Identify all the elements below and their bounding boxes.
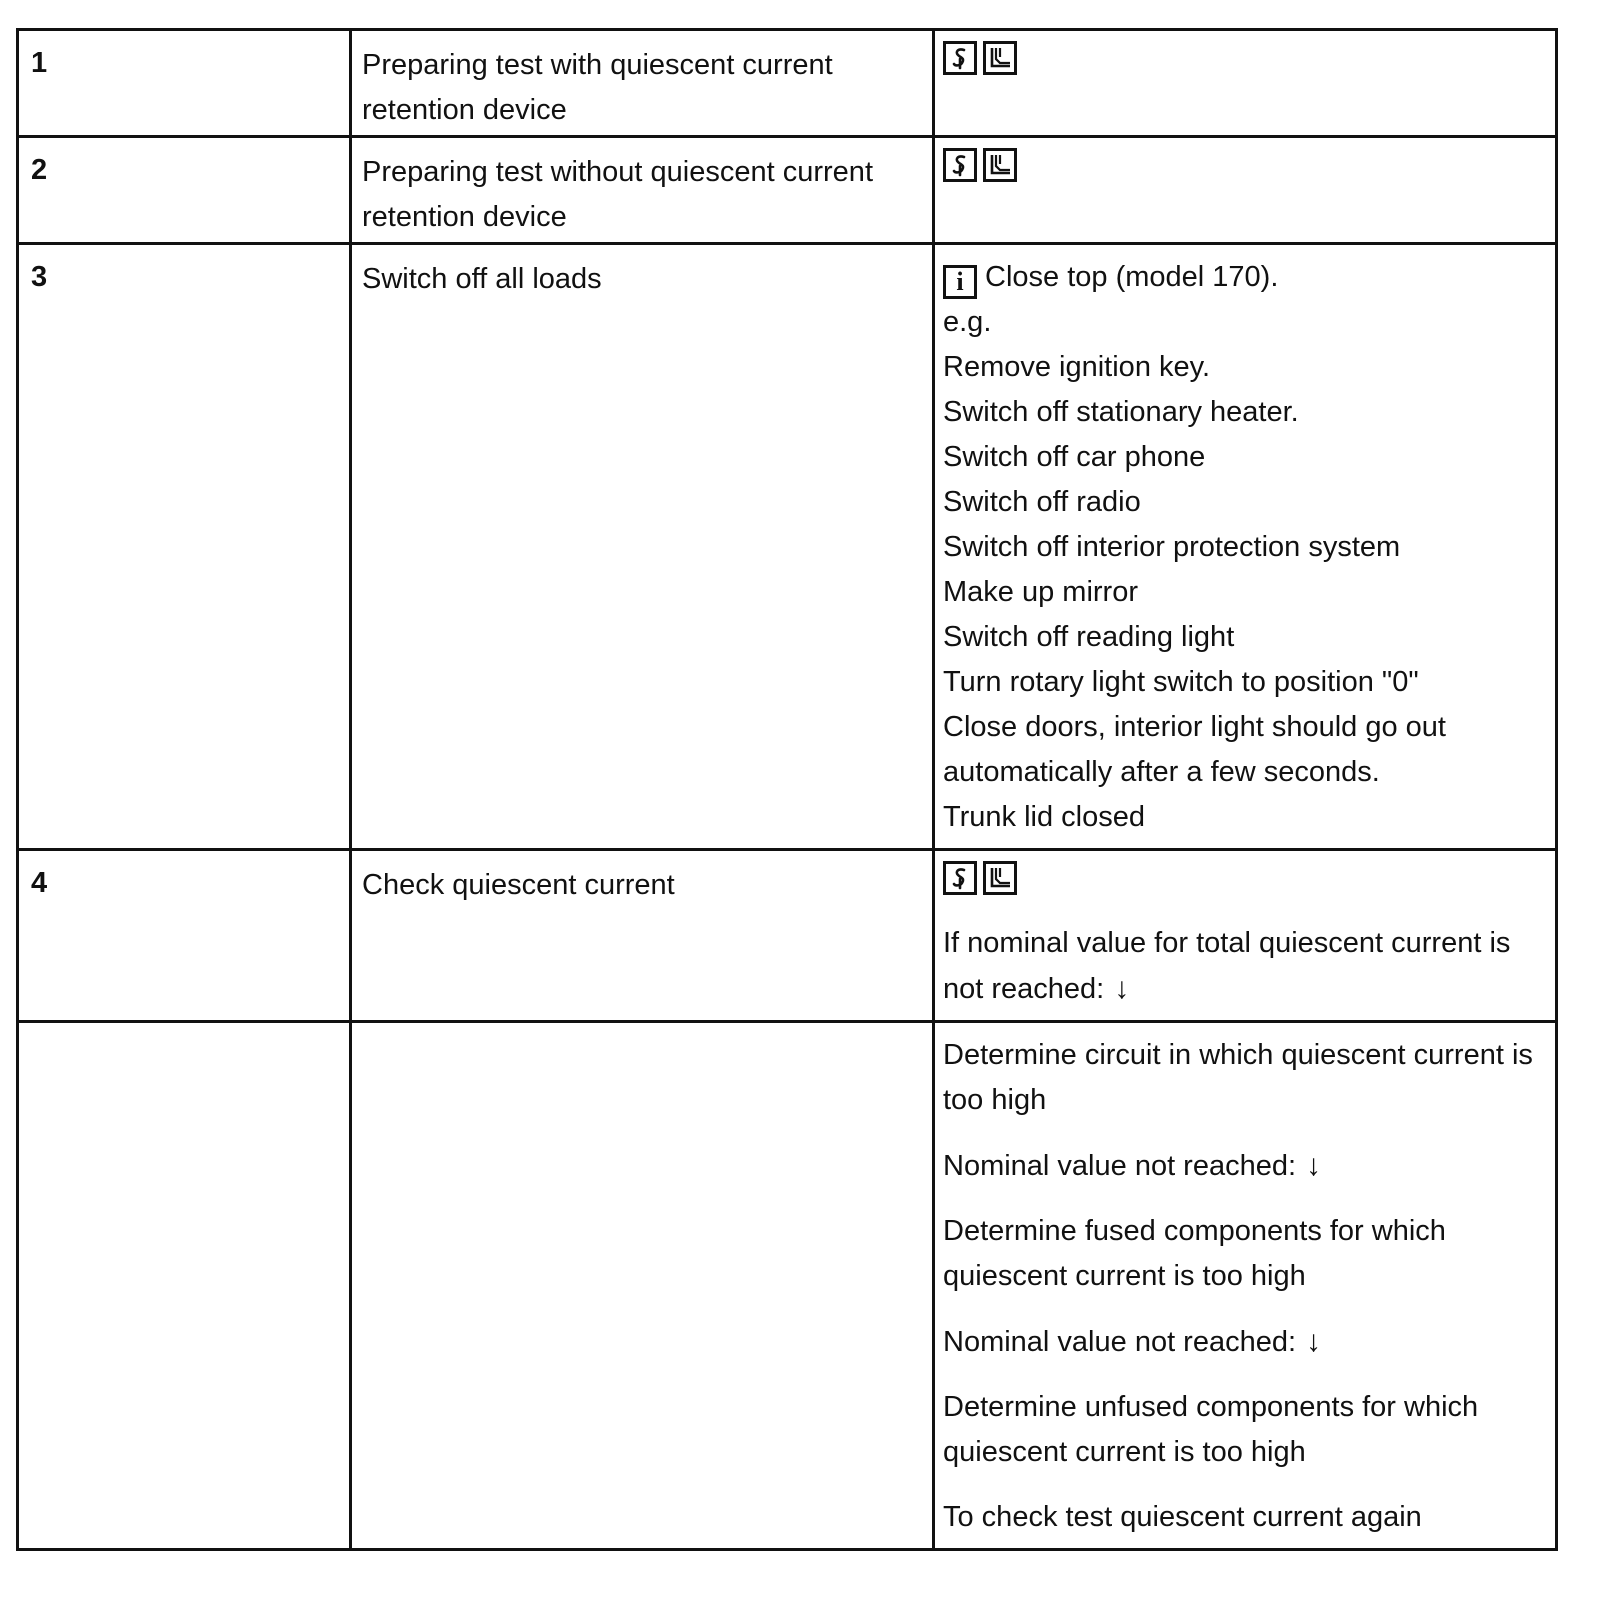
- note-line: Switch off interior protection system: [943, 531, 1401, 563]
- step-note-cell: [934, 30, 1557, 137]
- note: [935, 31, 1555, 89]
- step-number: 4: [31, 867, 48, 899]
- step-description: Preparing test with quiescent current retention device: [362, 49, 833, 126]
- note-line: Determine circuit in which quiescent current is too high: [943, 1039, 1533, 1116]
- note-line: Close doors, interior light should go out: [943, 711, 1446, 743]
- note-line: Switch off reading light: [943, 621, 1235, 653]
- step-number-cell: [18, 850, 351, 1022]
- spacer: [943, 1189, 1547, 1209]
- note-intro-text: Close top (model 170).: [985, 261, 1279, 293]
- step-description-cell: [351, 137, 934, 244]
- note-line: Switch off stationary heater.: [943, 396, 1299, 428]
- step-description: [352, 1023, 932, 1035]
- step-number-cell: [18, 244, 351, 850]
- step-note-cell: [934, 1022, 1557, 1550]
- note-line-text: Nominal value not reached:: [943, 1150, 1297, 1182]
- spacer: [943, 901, 1547, 921]
- table-row: [18, 30, 1557, 137]
- wrench-s-icon: [943, 861, 977, 895]
- procedure-sheet: [16, 28, 1552, 1551]
- note-line-text: Nominal value not reached:: [943, 1326, 1297, 1358]
- step-description-cell: [351, 30, 934, 137]
- down-arrow-icon: ↓: [1114, 972, 1130, 1005]
- note: [935, 851, 1555, 1020]
- step-number: [19, 1023, 349, 1033]
- step-description-cell: [351, 1022, 934, 1550]
- step-note-cell: [934, 850, 1557, 1022]
- note-line: Switch off car phone: [943, 441, 1206, 473]
- graph-chart-icon: [983, 41, 1017, 75]
- step-note-cell: [934, 137, 1557, 244]
- note-line: [943, 1319, 1547, 1365]
- graph-chart-icon: [983, 148, 1017, 182]
- note-intro-line: [943, 255, 1547, 300]
- note-condition: [943, 921, 1547, 1012]
- note-line: Turn rotary light switch to position "0": [943, 666, 1419, 698]
- note-line: To check test quiescent current again: [943, 1501, 1422, 1533]
- table-row: [18, 850, 1557, 1022]
- spacer: [943, 1365, 1547, 1385]
- note-line: e.g.: [943, 306, 992, 338]
- note-line: Trunk lid closed: [943, 801, 1146, 833]
- step-description: Check quiescent current: [362, 869, 675, 901]
- note-line: automatically after a few seconds.: [943, 756, 1380, 788]
- step-description-cell: [351, 850, 934, 1022]
- note-line: Determine unfused components for which quiescent current is too high: [943, 1391, 1479, 1468]
- note: [935, 138, 1555, 196]
- step-description-cell: [351, 244, 934, 850]
- procedure-table: [16, 28, 1558, 1551]
- reference-icons: [943, 861, 1547, 901]
- step-number-cell: [18, 137, 351, 244]
- step-description: Preparing test without quiescent current retention device: [362, 156, 873, 233]
- note-line: Make up mirror: [943, 576, 1138, 608]
- note-condition-text: If nominal value for total quiescent current is not reached:: [943, 927, 1511, 1005]
- note-line: [943, 1143, 1547, 1189]
- step-number: 3: [31, 261, 48, 293]
- spacer: [943, 1299, 1547, 1319]
- note: [935, 245, 1555, 848]
- note: [935, 1023, 1555, 1548]
- reference-icons: [943, 148, 1547, 188]
- step-description: Switch off all loads: [362, 263, 602, 295]
- down-arrow-icon: ↓: [1306, 1149, 1322, 1182]
- down-arrow-icon: ↓: [1306, 1325, 1322, 1358]
- graph-chart-icon: [983, 861, 1017, 895]
- step-note-cell: [934, 244, 1557, 850]
- step-number-cell: [18, 1022, 351, 1550]
- note-line: Remove ignition key.: [943, 351, 1211, 383]
- table-row: [18, 1022, 1557, 1550]
- step-number-cell: [18, 30, 351, 137]
- note-line: Determine fused components for which quiescent current is too high: [943, 1215, 1446, 1292]
- note-line: Switch off radio: [943, 486, 1141, 518]
- table-row: [18, 244, 1557, 850]
- spacer: [943, 1475, 1547, 1495]
- step-number: 1: [31, 47, 48, 79]
- spacer: [943, 1123, 1547, 1143]
- info-icon: i: [943, 265, 977, 299]
- table-row: [18, 137, 1557, 244]
- wrench-s-icon: [943, 148, 977, 182]
- wrench-s-icon: [943, 41, 977, 75]
- reference-icons: [943, 41, 1547, 81]
- step-number: 2: [31, 154, 48, 186]
